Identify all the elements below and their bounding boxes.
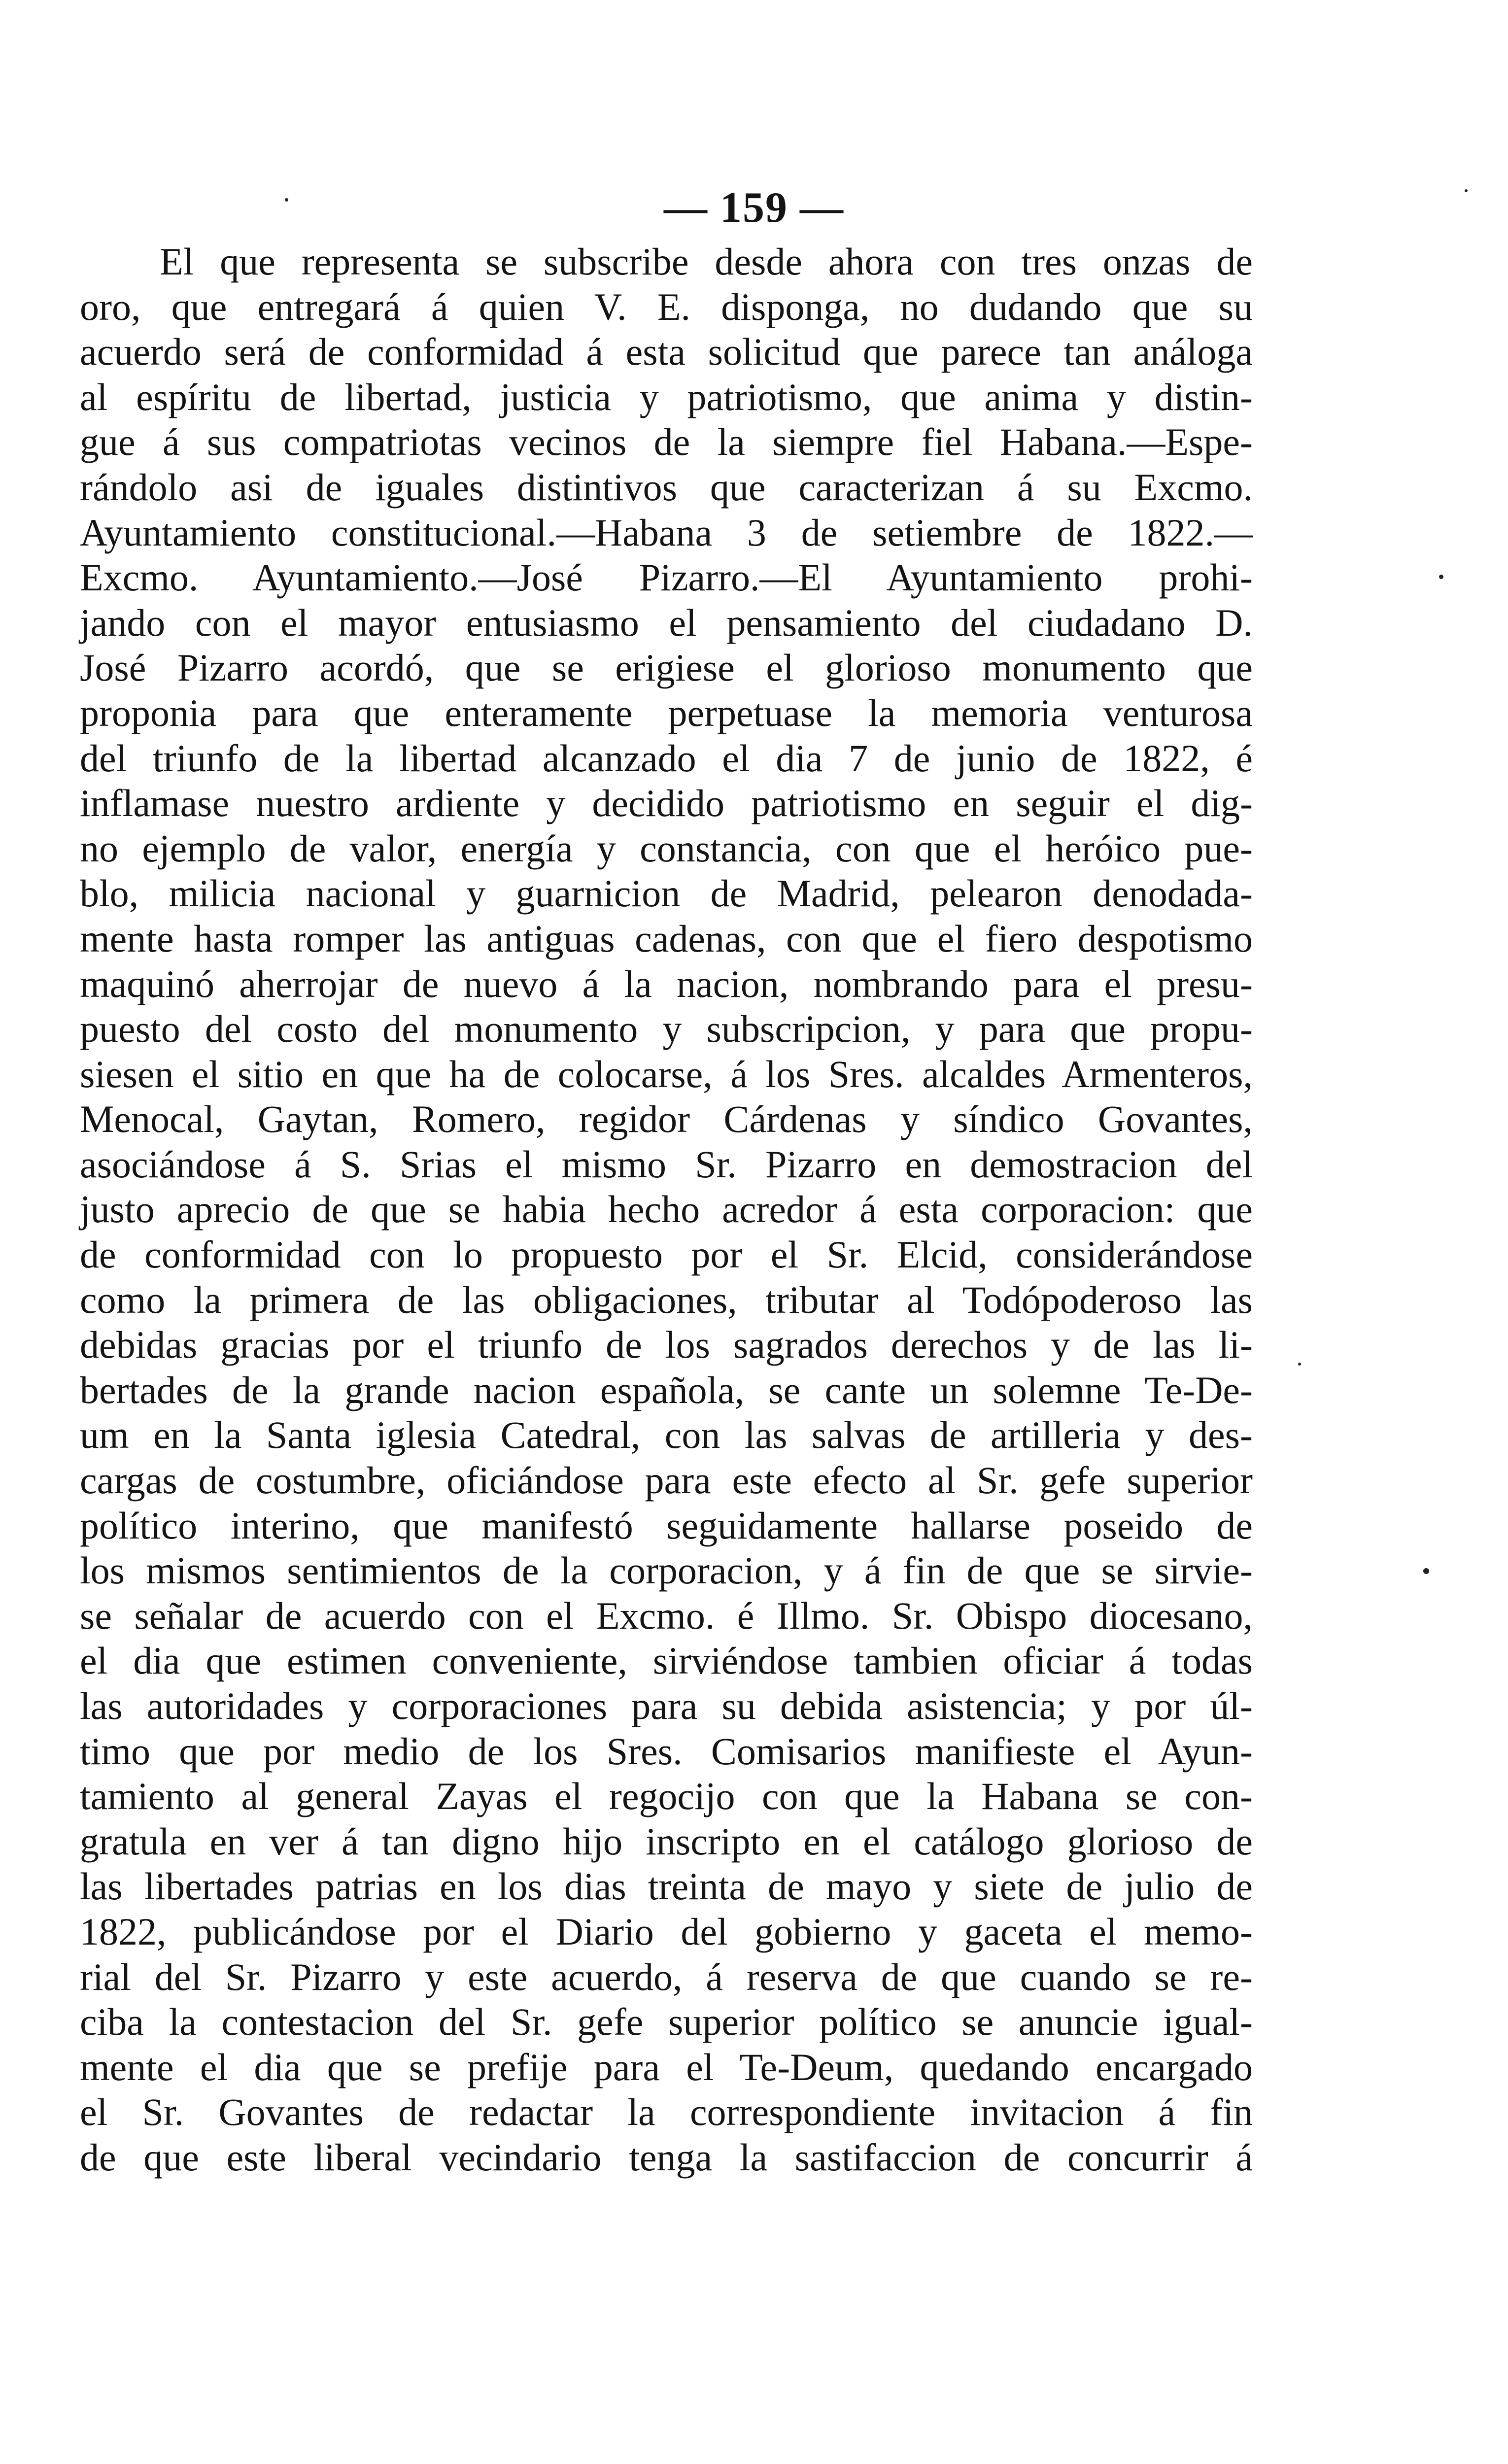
text-line: rial del Sr. Pizarro y este acuerdo, á reserva de que cuando se re- — [80, 1955, 1253, 1998]
text-line: justo aprecio de que se habia hecho acredor á esta corporacion: que — [80, 1188, 1253, 1231]
text-line: el dia que estimen conveniente, sirviéndose tambien oficiar á todas — [80, 1639, 1253, 1682]
scan-speck — [1439, 575, 1443, 579]
text-line: se señalar de acuerdo con el Excmo. é Illmo. Sr. Obispo diocesano, — [80, 1594, 1253, 1637]
text-line: oro, que entregará á quien V. E. disponga, no dudando que su — [80, 285, 1253, 328]
text-line: cargas de costumbre, oficiándose para este efecto al Sr. gefe superior — [80, 1459, 1253, 1502]
text-line: como la primera de las obligaciones, tributar al Todópoderoso las — [80, 1278, 1253, 1321]
text-line: blo, milicia nacional y guarnicion de Madrid, pelearon denodada- — [80, 872, 1253, 915]
text-line: siesen el sitio en que ha de colocarse, á los Sres. alcaldes Armenteros, — [80, 1052, 1253, 1095]
text-line: El que representa se subscribe desde ahora con tres onzas de — [160, 240, 1253, 283]
text-line: inflamase nuestro ardiente y decidido patriotismo en seguir el dig- — [80, 782, 1253, 825]
text-line: Ayuntamiento constitucional.—Habana 3 de setiembre de 1822.— — [80, 511, 1253, 554]
text-line: puesto del costo del monumento y subscripcion, y para que propu- — [80, 1007, 1253, 1051]
text-line: las libertades patrias en los dias treinta de mayo y siete de julio de — [80, 1865, 1253, 1908]
text-line: las autoridades y corporaciones para su debida asistencia; y por úl- — [80, 1684, 1253, 1727]
text-line: gue á sus compatriotas vecinos de la siempre fiel Habana.—Espe- — [80, 420, 1253, 464]
text-line: político interino, que manifestó seguidamente hallarse poseido de — [80, 1504, 1253, 1547]
text-line: debidas gracias por el triunfo de los sagrados derechos y de las li- — [80, 1323, 1253, 1367]
text-line: um en la Santa iglesia Catedral, con las salvas de artilleria y des- — [80, 1413, 1253, 1457]
text-line: tamiento al general Zayas el regocijo con que la Habana se con- — [80, 1775, 1253, 1818]
text-line: de que este liberal vecindario tenga la sastifaccion de concurrir á — [80, 2135, 1253, 2179]
text-line: Excmo. Ayuntamiento.—José Pizarro.—El Ayuntamiento prohi- — [80, 556, 1253, 599]
text-line: ciba la contestacion del Sr. gefe superior político se anuncie igual- — [80, 2000, 1253, 2044]
text-line: jando con el mayor entusiasmo el pensamiento del ciudadano D. — [80, 601, 1253, 644]
text-line: acuerdo será de conformidad á esta solicitud que parece tan análoga — [80, 330, 1253, 374]
text-line: no ejemplo de valor, energía y constancia, con que el heróico pue- — [80, 826, 1253, 870]
text-line: mente hasta romper las antiguas cadenas, con que el fiero despotismo — [80, 917, 1253, 960]
text-line: del triunfo de la libertad alcanzado el dia 7 de junio de 1822, é — [80, 736, 1253, 780]
text-line: asociándose á S. Srias el mismo Sr. Pizarro en demostracion del — [80, 1142, 1253, 1186]
text-line: timo que por medio de los Sres. Comisarios manifieste el Ayun- — [80, 1729, 1253, 1773]
text-line: los mismos sentimientos de la corporacion, y á fin de que se sirvie- — [80, 1549, 1253, 1592]
text-line: de conformidad con lo propuesto por el Sr. Elcid, considerándose — [80, 1233, 1253, 1276]
page-number: — 159 — — [664, 184, 844, 232]
body-text — [80, 239, 1253, 2180]
text-line: al espíritu de libertad, justicia y patriotismo, que anima y distin- — [80, 375, 1253, 418]
scan-speck — [1423, 1568, 1429, 1574]
text-line: 1822, publicándose por el Diario del gobierno y gaceta el memo- — [80, 1910, 1253, 1953]
text-line: Menocal, Gaytan, Romero, regidor Cárdenas y síndico Govantes, — [80, 1097, 1253, 1141]
text-line: maquinó aherrojar de nuevo á la nacion, nombrando para el presu- — [80, 962, 1253, 1005]
text-line: mente el dia que se prefije para el Te-Deum, quedando encargado — [80, 2045, 1253, 2088]
scan-speck — [285, 198, 288, 202]
text-line: José Pizarro acordó, que se erigiese el glorioso monumento que — [80, 646, 1253, 689]
text-line: proponia para que enteramente perpetuase la memoria venturosa — [80, 691, 1253, 734]
scan-speck — [1298, 1363, 1301, 1366]
text-line: el Sr. Govantes de redactar la correspondiente invitacion á fin — [80, 2090, 1253, 2134]
text-line: gratula en ver á tan digno hijo inscripto en el catálogo glorioso de — [80, 1819, 1253, 1863]
text-line: rándolo asi de iguales distintivos que caracterizan á su Excmo. — [80, 465, 1253, 509]
scan-speck — [1465, 189, 1468, 192]
text-line: bertades de la grande nacion española, se cante un solemne Te-De- — [80, 1368, 1253, 1411]
